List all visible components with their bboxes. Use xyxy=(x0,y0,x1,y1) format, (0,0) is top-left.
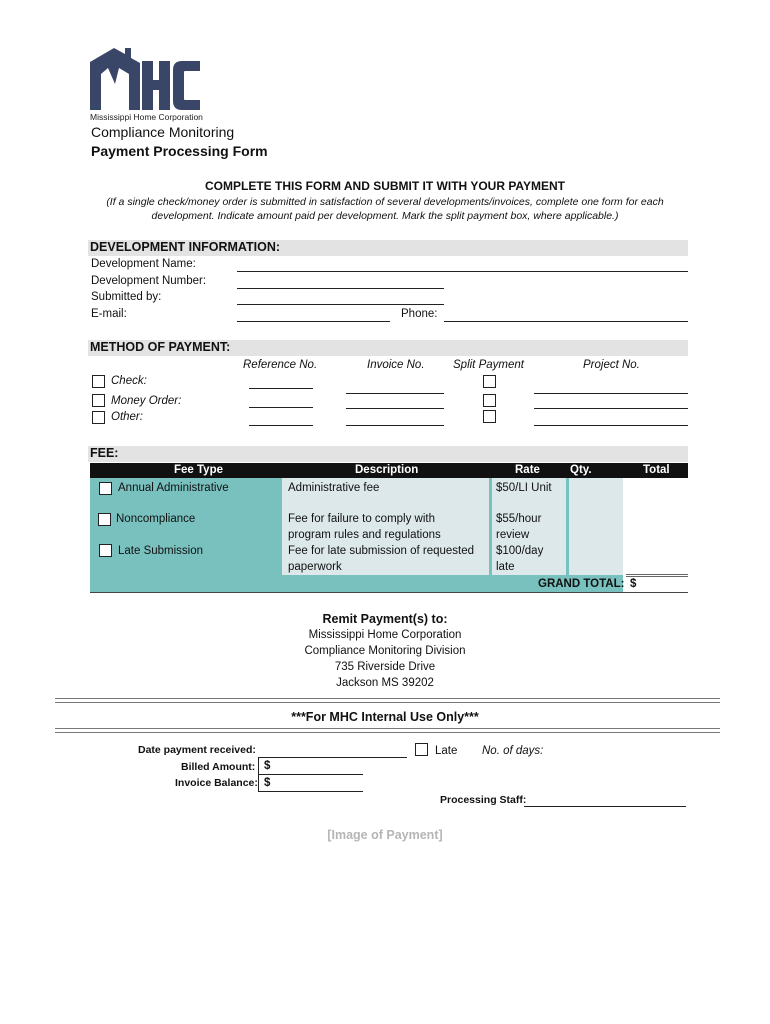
money-order-invoice-field[interactable] xyxy=(346,408,444,409)
fee-table-bottom-rule xyxy=(90,592,688,593)
billed-amount-field[interactable] xyxy=(258,758,363,775)
late-label: Late xyxy=(435,745,458,757)
house-logo-icon xyxy=(90,44,202,114)
check-reference-field[interactable] xyxy=(249,388,313,389)
grand-total-label: GRAND TOTAL: xyxy=(538,578,625,590)
late-rate-line1: $100/day xyxy=(496,545,544,557)
section-divider-top xyxy=(55,698,720,703)
form-title-line1: Compliance Monitoring xyxy=(91,124,235,140)
remit-line4: Jackson MS 39202 xyxy=(336,677,434,689)
qty-column[interactable] xyxy=(569,478,623,575)
image-of-payment-placeholder: [Image of Payment] xyxy=(327,828,443,842)
annual-description: Administrative fee xyxy=(288,482,380,494)
billed-amount-label: Billed Amount: xyxy=(181,761,256,773)
development-section-band xyxy=(88,240,688,256)
description-header: Description xyxy=(355,464,419,476)
late-description-line1: Fee for late submission of requested xyxy=(288,545,475,557)
remit-line2: Compliance Monitoring Division xyxy=(304,645,466,657)
late-rate-line2: late xyxy=(496,561,515,573)
money-order-reference-field[interactable] xyxy=(249,407,313,408)
check-invoice-field[interactable] xyxy=(346,393,444,394)
noncompliance-checkbox[interactable] xyxy=(98,513,111,526)
check-project-field[interactable] xyxy=(534,393,688,394)
processing-staff-label: Processing Staff: xyxy=(440,794,527,806)
development-heading: DEVELOPMENT INFORMATION: xyxy=(90,240,281,254)
qty-header: Qty. xyxy=(570,464,592,476)
grand-total-currency: $ xyxy=(630,578,637,590)
payment-section-band xyxy=(88,340,688,356)
split-payment-header: Split Payment xyxy=(453,359,524,371)
fee-heading: FEE: xyxy=(90,446,119,460)
late-submission-label: Late Submission xyxy=(118,545,204,557)
project-no-header: Project No. xyxy=(583,359,640,371)
days-label: No. of days: xyxy=(482,745,544,757)
annual-administrative-checkbox[interactable] xyxy=(99,482,112,495)
development-number-field[interactable] xyxy=(237,288,444,289)
rate-header: Rate xyxy=(515,464,540,476)
billed-currency: $ xyxy=(264,760,271,772)
section-divider-bottom xyxy=(55,728,720,733)
payment-method-heading: METHOD OF PAYMENT: xyxy=(90,340,231,354)
email-field[interactable] xyxy=(237,321,390,322)
noncompliance-label: Noncompliance xyxy=(116,513,196,525)
intro-note-line2: development. Indicate amount paid per development. Mark the split payment box, where applicable.) xyxy=(151,210,619,222)
fee-table-header xyxy=(90,463,688,478)
other-project-field[interactable] xyxy=(534,425,688,426)
total-header: Total xyxy=(643,464,670,476)
remit-line1: Mississippi Home Corporation xyxy=(308,629,462,641)
email-label: E-mail: xyxy=(91,308,127,320)
other-checkbox[interactable] xyxy=(92,411,105,424)
development-number-label: Development Number: xyxy=(91,275,207,287)
noncompliance-rate-line2: review xyxy=(496,529,530,541)
phone-field[interactable] xyxy=(444,321,688,322)
money-order-split-checkbox[interactable] xyxy=(483,394,496,407)
development-name-field[interactable] xyxy=(237,271,688,272)
mhc-logo xyxy=(90,44,202,124)
other-split-checkbox[interactable] xyxy=(483,410,496,423)
logo-caption: Mississippi Home Corporation xyxy=(90,112,203,122)
noncompliance-description-line2: program rules and regulations xyxy=(288,529,441,541)
development-name-label: Development Name: xyxy=(91,258,196,270)
late-description-line2: paperwork xyxy=(288,561,342,573)
intro-heading: COMPLETE THIS FORM AND SUBMIT IT WITH YOUR PAYMENT xyxy=(205,179,565,193)
grand-total-rule xyxy=(626,574,688,577)
check-label: Check: xyxy=(111,375,147,387)
balance-currency: $ xyxy=(264,777,271,789)
annual-rate: $50/LI Unit xyxy=(496,482,552,494)
money-order-project-field[interactable] xyxy=(534,408,688,409)
annual-administrative-label: Annual Administrative xyxy=(118,482,229,494)
fee-type-header: Fee Type xyxy=(174,464,223,476)
other-reference-field[interactable] xyxy=(249,425,313,426)
invoice-balance-field[interactable] xyxy=(258,775,363,792)
noncompliance-description-line1: Fee for failure to comply with xyxy=(288,513,436,525)
other-invoice-field[interactable] xyxy=(346,425,444,426)
internal-use-heading: ***For MHC Internal Use Only*** xyxy=(291,710,479,724)
money-order-label: Money Order: xyxy=(111,395,182,407)
submitted-by-field[interactable] xyxy=(237,304,444,305)
check-split-checkbox[interactable] xyxy=(483,375,496,388)
form-title-line2: Payment Processing Form xyxy=(91,143,268,159)
phone-label: Phone: xyxy=(401,308,438,320)
noncompliance-rate-line1: $55/hour xyxy=(496,513,542,525)
late-submission-checkbox[interactable] xyxy=(99,544,112,557)
invoice-balance-label: Invoice Balance: xyxy=(175,777,258,789)
invoice-no-header: Invoice No. xyxy=(367,359,425,371)
date-received-label: Date payment received: xyxy=(138,744,256,756)
remit-heading: Remit Payment(s) to: xyxy=(322,612,448,626)
reference-no-header: Reference No. xyxy=(243,359,318,371)
late-checkbox[interactable] xyxy=(415,743,428,756)
fee-section-band xyxy=(88,446,688,462)
submitted-by-label: Submitted by: xyxy=(91,291,162,303)
intro-note-line1: (If a single check/money order is submitted in satisfaction of several developments/invoices, complete one form for each xyxy=(106,196,664,208)
other-label: Other: xyxy=(111,411,143,423)
remit-line3: 735 Riverside Drive xyxy=(334,661,436,673)
check-checkbox[interactable] xyxy=(92,375,105,388)
processing-staff-field[interactable] xyxy=(524,806,686,807)
money-order-checkbox[interactable] xyxy=(92,394,105,407)
